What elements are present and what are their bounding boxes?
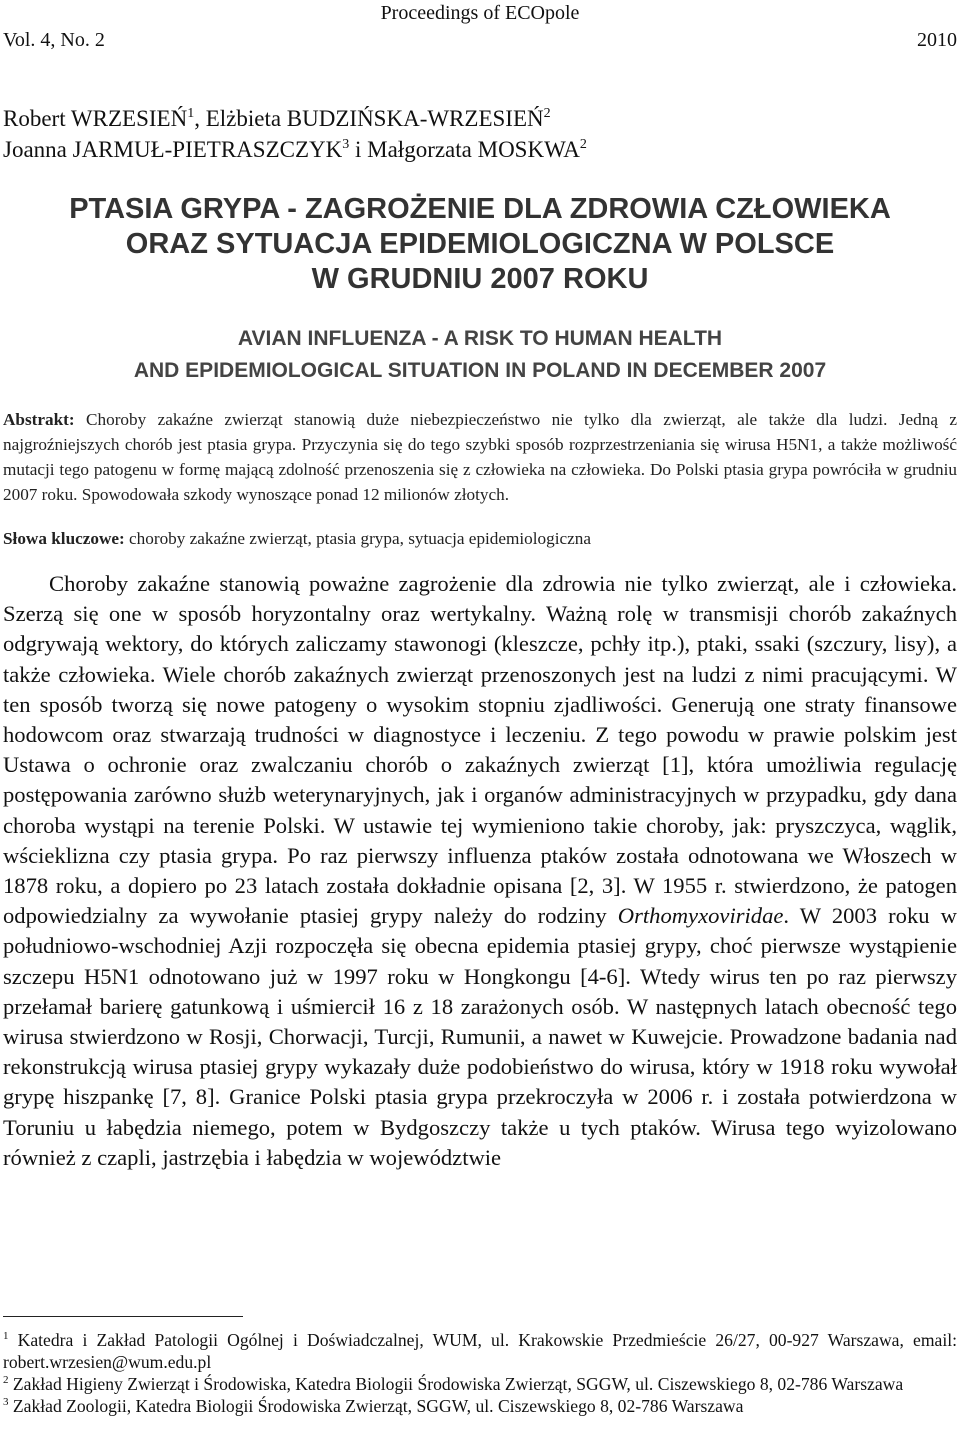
title-polish	[3, 192, 957, 297]
abstract	[3, 407, 957, 507]
footnote-number: 3	[3, 1396, 9, 1408]
title-line: ORAZ SYTUACJA EPIDEMIOLOGICZNA W POLSCE	[125, 228, 835, 260]
footnote	[3, 1329, 957, 1373]
body-paragraph	[3, 569, 957, 1173]
footnote-number: 1	[3, 1330, 9, 1342]
title-line: PTASIA GRYPA - ZAGROŻENIE DLA ZDROWIA CZŁOWIEKA	[69, 193, 891, 225]
taxon-name: Orthomyxoviridae	[617, 903, 784, 929]
paper-page	[3, 0, 957, 1173]
title-line: AND EPIDEMIOLOGICAL SITUATION IN POLAND IN DECEMBER 2007	[133, 359, 827, 382]
journal-name: Proceedings of ECOpole	[380, 2, 580, 24]
year: 2010	[917, 29, 957, 51]
affiliation-mark: 3	[342, 137, 350, 152]
keywords	[3, 527, 957, 551]
author-name: Małgorzata MOSKWA	[367, 137, 580, 162]
footnote	[3, 1395, 957, 1417]
footnote-text: Zakład Zoologii, Katedra Biologii Środowiska Zwierząt, SGGW, ul. Ciszewskiego 8, 02-786 Warszawa	[8, 1396, 744, 1416]
author-separator: ,	[194, 106, 206, 131]
title-line: W GRUDNIU 2007 ROKU	[311, 263, 649, 295]
footnote-number: 2	[3, 1374, 9, 1386]
affiliation-mark: 2	[543, 106, 551, 121]
keywords-label: Słowa kluczowe:	[3, 529, 125, 548]
title-line: AVIAN INFLUENZA - A RISK TO HUMAN HEALTH	[237, 327, 723, 350]
body-text-part: . W 2003 roku w południowo-wschodniej Azji rozpoczęła się obecna epidemia ptasiej grypy, choć pierwsze wystąpienie szczepu H5N1 odnotowano już w 1997 roku w Hongkongu [4-6]. Wtedy wirus ten po raz pierwszy przełamał barierę gatunkową i uśmiercił 16 z 18 zarażonych osób. W następnych latach obecność tego wirusa stwierdzono w Rosji, Chorwacji, Turcji, Rumunii, a nawet w Kuwejcie. Prowadzone badania nad rekonstrukcją wirusa ptasiej grypy wykazały duże podobieństwo do wirusa, który w 1918 roku wywołał grypę hiszpankę [7, 8]. Granice Polski ptasia grypa przekroczyła w 2006 r. i została potwierdzona w Toruniu u łabędzia niemego, potem w Bydgoszczy także u tych ptaków. Wirusa tego wyizolowano również z czapli, jastrzębia i łabędzia w województwie	[3, 903, 957, 1170]
author-name: Robert WRZESIEŃ	[3, 106, 188, 131]
body-text-part: Choroby zakaźne stanowią poważne zagrożenie dla zdrowia nie tylko zwierząt, ale i człowieka. Szerzą się one w sposób horyzontalny oraz wertykalny. Ważną rolę w transmisji chorób zakaźnych odgrywają wektory, do których zaliczamy stawonogi (kleszcze, pchły itp.), ptaki, ssaki (szczury, lisy), a także człowieka. Wiele chorób zakaźnych zwierząt przenoszonych jest na ludzi z nimi pracującymi. W ten sposób tworzą się nowe patogeny o wysokim stopniu zjadliwości. Generują one straty finansowe hodowcom oraz stwarzają trudności w diagnostyce i leczeniu. Z tego powodu w prawie polskim jest Ustawa o ochronie oraz zwalczaniu chorób o zakaźnych zwierząt [1], która umożliwia regulację postępowania zarówno służb weterynaryjnych, jak i organów administracyjnych w przypadku, gdy dana choroba wystąpi na terenie Polski. W ustawie tej wymieniono takie choroby, jak: pryszczyca, wąglik, wścieklizna czy ptasia grypa. Po raz pierwszy influenza ptaków została odnotowana we Włoszech w 1878 roku, a dopiero po 23 latach została dokładnie opisana [2, 3]. W 1955 r. stwierdzono, że patogen odpowiedzialny za wywołanie ptasiej grypy należy do rodziny	[3, 571, 957, 929]
author-line-1	[3, 103, 957, 134]
author-name: Joanna JARMUŁ-PIETRASZCZYK	[3, 137, 343, 162]
affiliation-mark: 2	[579, 137, 587, 152]
author-line-2	[3, 134, 957, 165]
title-english	[3, 323, 957, 387]
footnotes	[3, 1316, 957, 1417]
author-list	[3, 103, 957, 165]
author-name: Elżbieta BUDZIŃSKA-WRZESIEŃ	[205, 106, 544, 131]
footnote-text: Katedra i Zakład Patologii Ogólnej i Doświadczalnej, WUM, ul. Krakowskie Przedmieście 26/27, 00-927 Warszawa, email: robert.wrzesien@wum.edu.pl	[3, 1330, 957, 1372]
footnote	[3, 1373, 957, 1395]
volume-info: Vol. 4, No. 2	[3, 29, 105, 51]
abstract-text: Choroby zakaźne zwierząt stanowią duże niebezpieczeństwo nie tylko dla zwierząt, ale także dla ludzi. Jedną z najgroźniejszych chorób jest ptasia grypa. Przyczynia się do tego szybki sposób rozprzestrzeniania się wirusa H5N1, a także możliwość mutacji tego patogenu w formę mającą zdolność przenoszenia się z człowieka na człowieka. Do Polski ptasia grypa powróciła w grudniu 2007 roku. Spowodowała szkody wynoszące ponad 12 milionów złotych.	[3, 410, 957, 504]
keywords-text: choroby zakaźne zwierząt, ptasia grypa, sytuacja epidemiologiczna	[124, 529, 591, 548]
abstract-label: Abstrakt:	[3, 410, 75, 429]
footnote-divider	[3, 1316, 243, 1317]
author-conjunction: i	[349, 137, 368, 162]
footnote-text: Zakład Higieny Zwierząt i Środowiska, Katedra Biologii Środowiska Zwierząt, SGGW, ul. Ciszewskiego 8, 02-786 Warszawa	[8, 1374, 904, 1394]
volume-row	[3, 27, 957, 53]
affiliation-mark: 1	[187, 106, 195, 121]
